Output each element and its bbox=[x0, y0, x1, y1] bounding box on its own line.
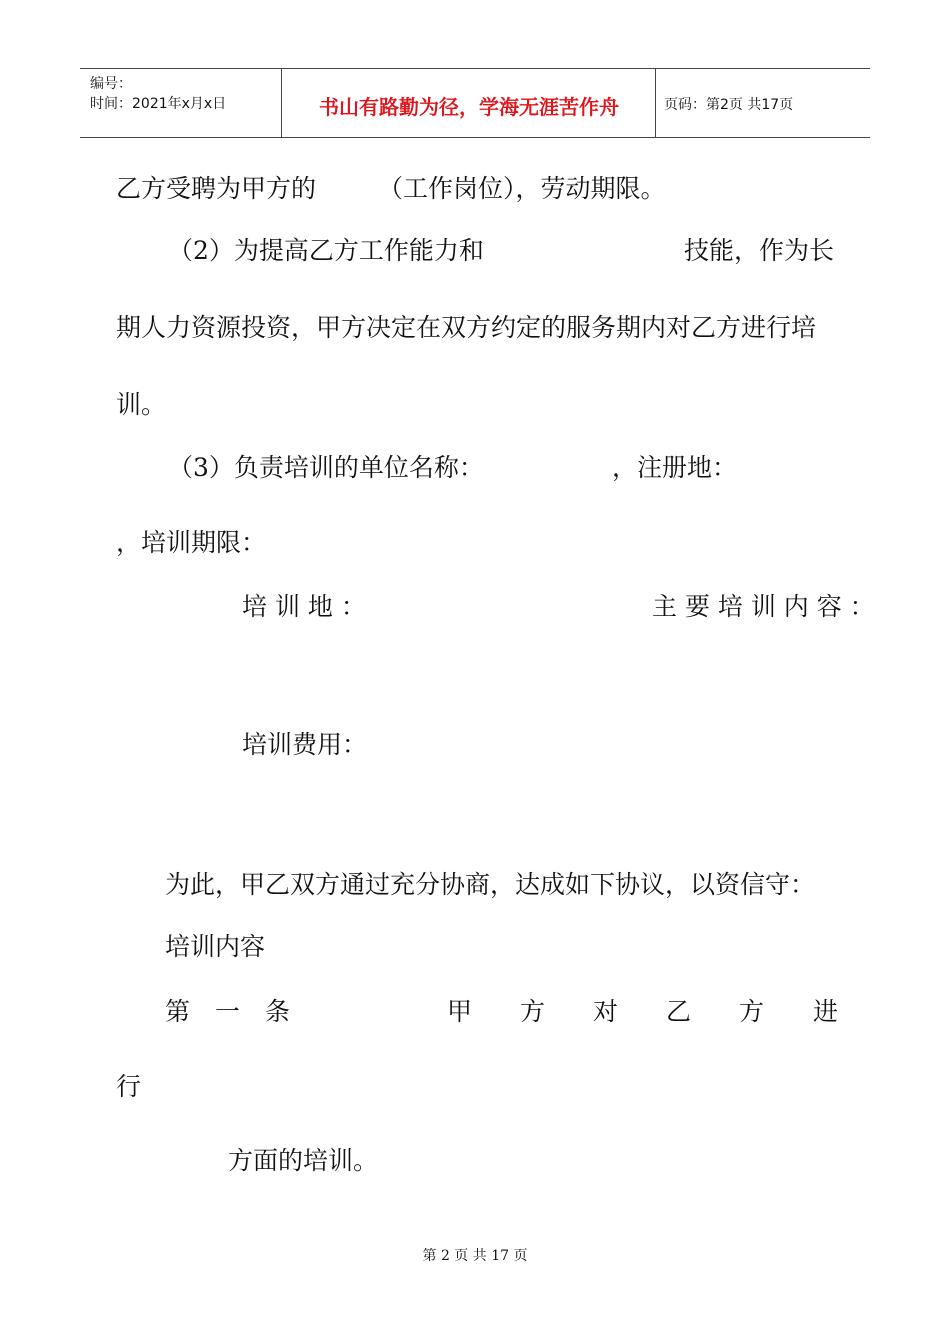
spread-char: 乙 bbox=[666, 997, 692, 1026]
page-footer: 第 2 页 共 17 页 bbox=[422, 1248, 528, 1264]
body-line-7b: 主 要 培 训 内 容 ： bbox=[652, 592, 875, 621]
time-label: 时间：2021年x月x日 bbox=[90, 96, 227, 112]
body-line-2b: 技能，作为长 bbox=[684, 236, 835, 265]
spread-char: 对 bbox=[593, 997, 619, 1026]
body-line-13: 方面的培训。 bbox=[228, 1146, 379, 1175]
page-header bbox=[80, 68, 870, 138]
body-line-8: 培训费用： bbox=[242, 730, 368, 759]
header-motto-cell bbox=[282, 69, 656, 137]
body-line-4: 训。 bbox=[116, 390, 167, 419]
body-line-12: 行 bbox=[116, 1072, 142, 1101]
body-line-9: 为此，甲乙双方通过充分协商，达成如下协议，以资信守： bbox=[165, 870, 816, 899]
header-motto: 书山有路勤为径，学海无涯苦作舟 bbox=[319, 95, 619, 119]
body-line-2a: （2）为提高乙方工作能力和 bbox=[168, 236, 484, 265]
spread-char: 方 bbox=[520, 997, 546, 1026]
header-page-cell bbox=[656, 69, 870, 137]
body-line-10: 培训内容 bbox=[165, 932, 266, 961]
spread-char: 方 bbox=[739, 997, 765, 1026]
spread-char: 甲 bbox=[447, 997, 473, 1026]
number-label: 编号： bbox=[90, 76, 132, 92]
body-line-6: ，培训期限： bbox=[116, 528, 267, 557]
body-line-11a: 第 一 条 bbox=[165, 997, 291, 1026]
body-line-1a: 乙方受聘为甲方的 bbox=[116, 174, 317, 203]
header-info-cell bbox=[80, 69, 282, 137]
body-line-3: 期人力资源投资，甲方决定在双方约定的服务期内对乙方进行培 bbox=[116, 313, 817, 342]
body-line-5b: ，注册地： bbox=[612, 453, 738, 482]
body-line-5a: （3）负责培训的单位名称： bbox=[168, 453, 484, 482]
body-line-1b: （工作岗位），劳动期限。 bbox=[378, 174, 666, 203]
body-line-7a: 培 训 地 ： bbox=[242, 592, 366, 621]
spread-char: 进 bbox=[813, 997, 839, 1026]
header-page-info: 页码：第2页 共17页 bbox=[664, 97, 794, 113]
